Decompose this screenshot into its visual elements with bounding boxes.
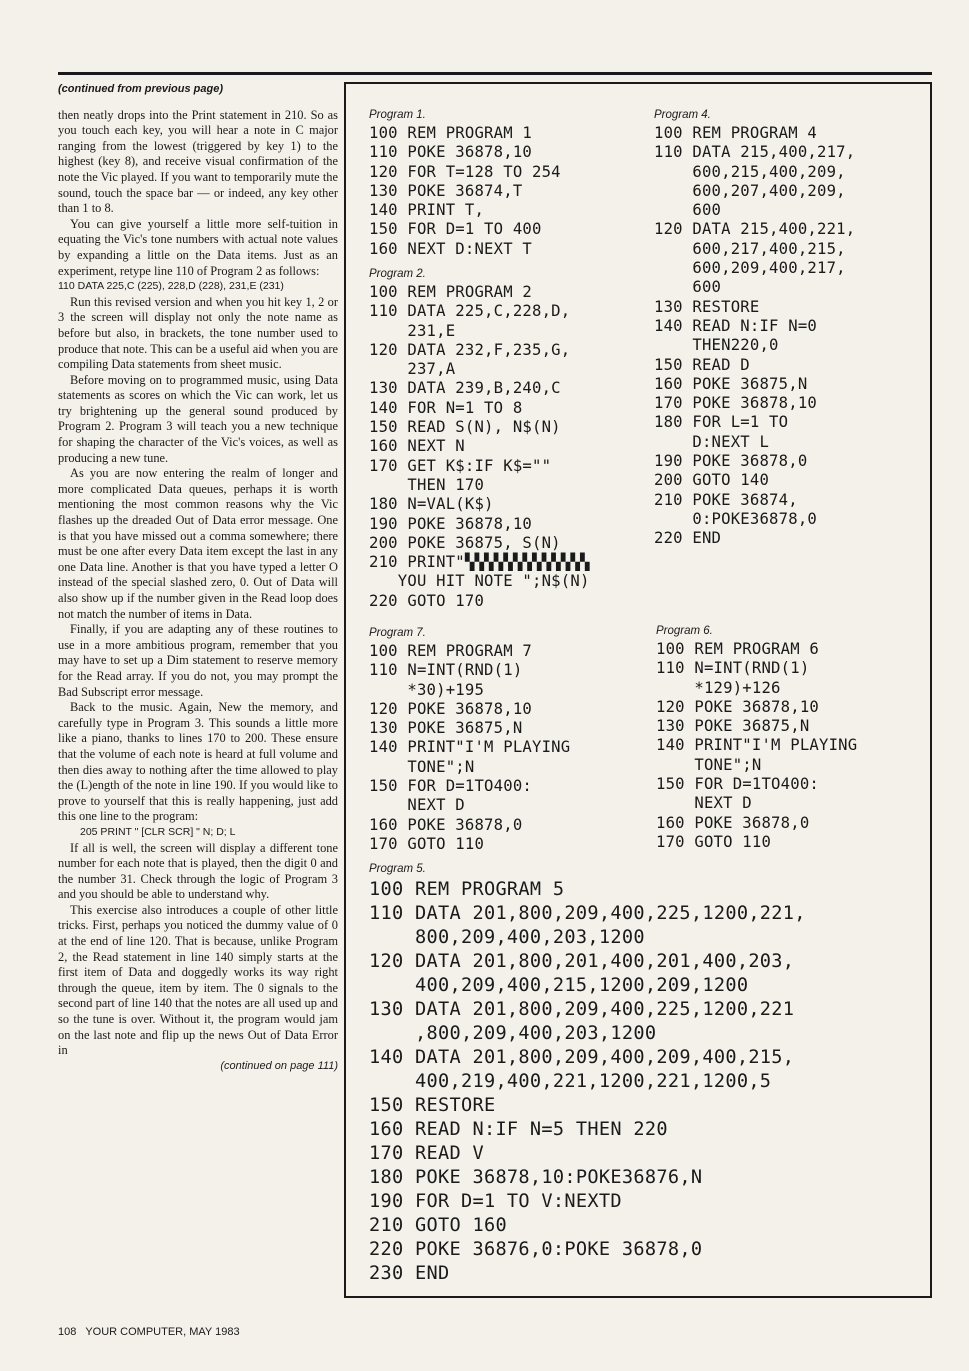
code-line: 200 GOTO 140 xyxy=(654,471,770,490)
code-line: 150 FOR D=1TO400: xyxy=(656,775,819,794)
code-line: 120 DATA 232,F,235,G, xyxy=(369,340,571,359)
code-line: 170 GOTO 110 xyxy=(369,834,485,853)
program-6-listing xyxy=(656,624,857,852)
code-line: 100 REM PROGRAM 4 xyxy=(654,124,817,142)
code-line: 600,207,400,209, xyxy=(654,181,846,200)
page-footer: 108 YOUR COMPUTER, MAY 1983 xyxy=(58,1326,240,1338)
code-line: 400,209,400,215,1200,209,1200 xyxy=(369,975,749,996)
article-paragraph: As you are now entering the realm of longer and more complicated Data queues, perhaps it is worth mentioning the most common reasons why the Vic flashes up the dreaded Out of Data error message. One is that you have missed out a comma somewhere; there must be one after every Data item except the last in any one Data line. Another is that you have typed a letter O instead of the special slashed zero, 0. Out of Data will also show up if the number given in the Read loop does not match the number of items in Data. xyxy=(58,466,338,621)
program-4-title: Program 4. xyxy=(654,109,711,121)
code-line: ,800,209,400,203,1200 xyxy=(369,1023,657,1044)
code-line: 180 FOR L=1 TO xyxy=(654,413,789,432)
code-line: NEXT D xyxy=(656,794,752,813)
article-paragraph: This exercise also introduces a couple of other little tricks. First, perhaps you noticed the dummy value of 0 at the end of line 120. That is because, unlike Program 2, the Read statement in line 140 simply starts at the first item of Data and doggedly works its way right through the queue, item by item. The 0 signals to the second part of line 140 that the notes are all used up and so the tune is over. Without it, the program would jam on the last note and flip up the news Out of Data Error in xyxy=(58,902,338,1058)
article-paragraph: Finally, if you are adapting any of these routines to use in a more ambitious program, remember that you may have to set up a Dim statement to reserve memory for the Read array. If you do not, you may prompt the Bad Subscript error message. xyxy=(58,622,338,699)
code-line: 210 GOTO 160 xyxy=(369,1215,507,1236)
code-line: 180 N=VAL(K$) xyxy=(369,495,494,514)
code-line: 170 GET K$:IF K$="" xyxy=(369,456,552,475)
code-line: 400,219,400,221,1200,221,1200,5 xyxy=(369,1071,772,1092)
code-line: 237,A xyxy=(369,360,456,379)
article-paragraph: Back to the music. Again, New the memory, and carefully type in Program 3. This sounds a little more like a piano, thanks to lines 170 to 200. These ensure that the volume of each note is heard at full volume and then dies away to nothing after the time allowed to play the (L)ength of the note in line 190. If you would like to prove to yourself that this is really happening, just add this one line to the program: xyxy=(58,700,338,824)
program-6-title: Program 6. xyxy=(656,625,713,637)
code-line: TONE";N xyxy=(369,757,475,776)
program-4-listing xyxy=(654,108,855,549)
code-line: NEXT D xyxy=(369,796,465,815)
code-line: 160 NEXT N xyxy=(369,437,465,456)
code-line: 140 PRINT"I'M PLAYING xyxy=(369,738,571,757)
code-line: 130 POKE 36875,N xyxy=(369,719,523,738)
code-line: 100 REM PROGRAM 6 xyxy=(656,640,819,658)
code-line: *30)+195 xyxy=(369,680,485,699)
code-line: 100 REM PROGRAM 1 xyxy=(369,124,532,142)
code-line: 120 POKE 36878,10 xyxy=(656,697,819,716)
article-code-line: 205 PRINT " [CLR SCR] " N; D; L xyxy=(80,825,236,838)
code-line: 190 FOR D=1 TO V:NEXTD xyxy=(369,1191,622,1212)
code-line: 0:POKE36878,0 xyxy=(654,509,817,528)
code-line: 130 RESTORE xyxy=(654,297,760,316)
code-line: 120 FOR T=128 TO 254 xyxy=(369,162,561,181)
code-line: 190 POKE 36878,0 xyxy=(654,452,808,471)
code-line: 140 PRINT"I'M PLAYING xyxy=(656,736,858,755)
code-line: YOU HIT NOTE ";N$(N) xyxy=(369,572,590,591)
code-line: 170 GOTO 110 xyxy=(656,832,772,851)
code-line: 130 POKE 36875,N xyxy=(656,717,810,736)
article-column xyxy=(58,82,338,1074)
article-paragraph: Before moving on to programmed music, using Data statements as scores on which the Vic can work, let us try brightening up the general sound produced by Program 2. Program 3 will teach you a new technique for shaping the character of the Vic's voices, as well as producing a new tune. xyxy=(58,372,338,465)
code-line: *129)+126 xyxy=(656,678,781,697)
program-7-listing xyxy=(369,626,570,854)
code-line: 110 POKE 36878,10 xyxy=(369,143,532,162)
code-line: 600,209,400,217, xyxy=(654,259,846,278)
article-paragraph: You can give yourself a little more self-tuition in equating the Vic's tone numbers with actual note values by expanding a little on the Data items. Just as an experiment, retype line 110 of Program 2 as follows: xyxy=(58,216,338,278)
top-rule xyxy=(58,72,932,75)
code-line: 600 xyxy=(654,201,722,220)
code-line: 220 POKE 36876,0:POKE 36878,0 xyxy=(369,1239,703,1260)
code-line: 100 REM PROGRAM 7 xyxy=(369,642,532,660)
article-paragraph: then neatly drops into the Print statement in 210. So as you touch each key, you will hear a note in C major ranging from the lowest (triggered by key 1) to the highest (key 8), and receive visual confirmation of the note the Vic played. If you want to temporarily mute the sound, touch the space bar — or indeed, any key other than 1 to 8. xyxy=(58,107,338,216)
code-line: 231,E xyxy=(369,321,456,340)
code-line: 800,209,400,203,1200 xyxy=(369,927,645,948)
code-line: 230 END xyxy=(369,1263,450,1284)
article-code-line: 110 DATA 225,C (225), 228,D (228), 231,E (231) xyxy=(58,280,284,293)
code-line: 160 NEXT D:NEXT T xyxy=(369,239,532,258)
code-line: TONE";N xyxy=(656,755,762,774)
code-line: 140 FOR N=1 TO 8 xyxy=(369,398,523,417)
code-line: 150 FOR D=1 TO 400 xyxy=(369,220,542,239)
code-line: 210 POKE 36874, xyxy=(654,490,798,509)
code-line: 170 READ V xyxy=(369,1143,484,1164)
code-line: THEN 170 xyxy=(369,475,485,494)
code-line: 120 DATA 215,400,221, xyxy=(654,220,856,239)
code-line: 600 xyxy=(654,278,722,297)
code-line: 110 N=INT(RND(1) xyxy=(656,659,810,678)
code-line: 110 DATA 215,400,217, xyxy=(654,143,856,162)
code-line: 220 GOTO 170 xyxy=(369,591,485,610)
program-5-title: Program 5. xyxy=(369,863,426,875)
code-line: 600,217,400,215, xyxy=(654,239,846,258)
code-line: 140 PRINT T, xyxy=(369,201,485,220)
code-line: 180 POKE 36878,10:POKE36876,N xyxy=(369,1167,703,1188)
code-line: 150 READ S(N), N$(N) xyxy=(369,418,561,437)
code-line: 160 POKE 36875,N xyxy=(654,374,808,393)
code-line: 150 FOR D=1TO400: xyxy=(369,777,532,796)
program-1-title: Program 1. xyxy=(369,109,426,121)
continued-on-note: (continued on page 111) xyxy=(220,1059,338,1072)
code-line: 120 DATA 201,800,201,400,201,400,203, xyxy=(369,951,795,972)
code-line: 160 READ N:IF N=5 THEN 220 xyxy=(369,1119,668,1140)
code-line: 110 DATA 225,C,228,D, xyxy=(369,302,571,321)
code-line: 120 POKE 36878,10 xyxy=(369,699,532,718)
program-1-listing xyxy=(369,108,561,259)
code-line: 130 POKE 36874,T xyxy=(369,181,523,200)
program-5-listing xyxy=(369,862,806,1286)
program-2-title: Program 2. xyxy=(369,268,426,280)
code-line: 150 READ D xyxy=(654,355,750,374)
code-line: 130 DATA 201,800,209,400,225,1200,221 xyxy=(369,999,795,1020)
article-paragraph: If all is well, the screen will display a different tone number for each note that is played, then the digit 0 and the number 31. Check through the logic of Program 3 and you should be able to understand why. xyxy=(58,840,338,902)
code-line: 150 RESTORE xyxy=(369,1095,496,1116)
program-7-title: Program 7. xyxy=(369,627,426,639)
continued-from-note: (continued from previous page) xyxy=(58,83,224,95)
code-line: 110 DATA 201,800,209,400,225,1200,221, xyxy=(369,903,806,924)
code-line: 130 DATA 239,B,240,C xyxy=(369,379,561,398)
program-2-listing xyxy=(369,267,590,611)
code-line: 220 END xyxy=(654,529,722,548)
code-line: 140 DATA 201,800,209,400,209,400,215, xyxy=(369,1047,795,1068)
code-line: 600,215,400,209, xyxy=(654,162,846,181)
code-line: 140 READ N:IF N=0 xyxy=(654,316,817,335)
code-line: D:NEXT L xyxy=(654,432,770,451)
code-line: 210 PRINT"▚▚▚▚▚▚▚▚▚▚▚▚▚ xyxy=(369,553,590,572)
code-line: 190 POKE 36878,10 xyxy=(369,514,532,533)
code-line: 110 N=INT(RND(1) xyxy=(369,661,523,680)
code-line: 170 POKE 36878,10 xyxy=(654,394,817,413)
code-line: 160 POKE 36878,0 xyxy=(369,815,523,834)
article-paragraph: Run this revised version and when you hit key 1, 2 or 3 the screen will display not only the note name as before but also, in brackets, the tone number used to produce that note. This can be a useful aid when you are compiling Data statements from sheet music. xyxy=(58,294,338,372)
code-line: THEN220,0 xyxy=(654,336,779,355)
code-line: 100 REM PROGRAM 5 xyxy=(369,879,565,900)
code-line: 160 POKE 36878,0 xyxy=(656,813,810,832)
code-line: 200 POKE 36875, S(N) xyxy=(369,533,561,552)
code-line: 100 REM PROGRAM 2 xyxy=(369,283,532,301)
